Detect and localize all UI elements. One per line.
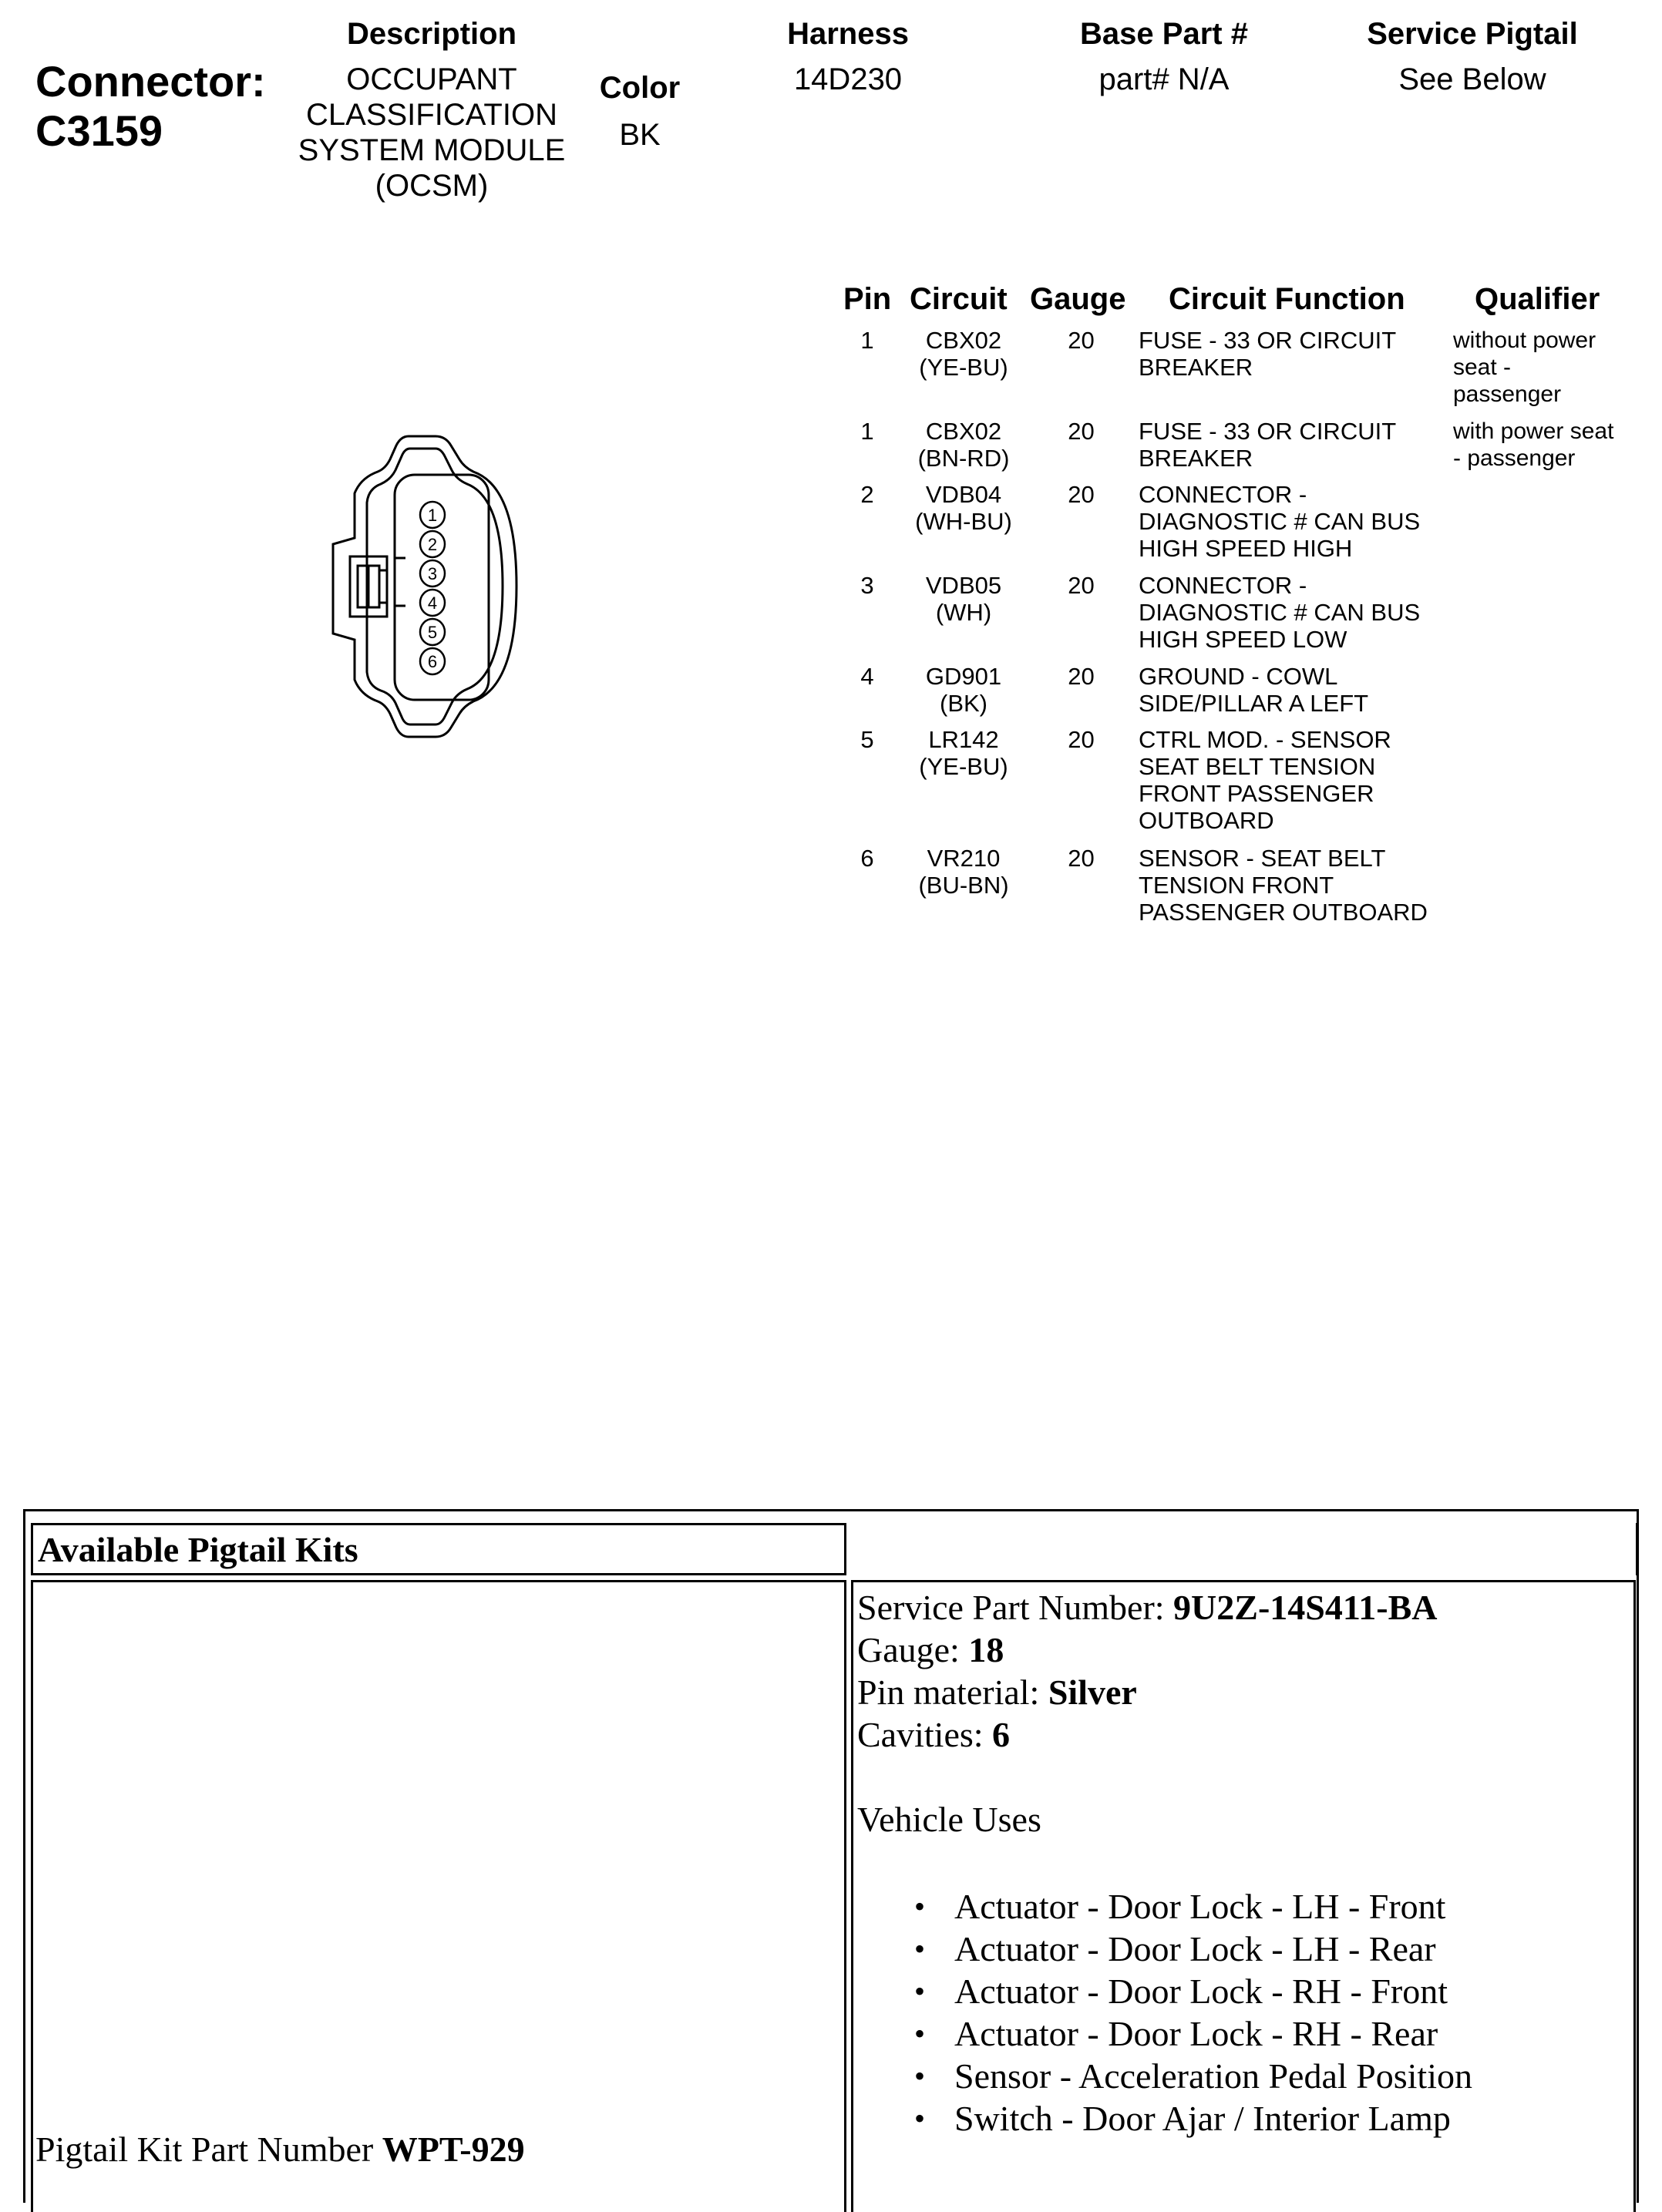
function-line: TENSION FRONT <box>1139 872 1334 899</box>
function-cell <box>1139 845 1462 926</box>
qualifier-line: - passenger <box>1453 445 1576 471</box>
list-item: • Switch - Door Ajar / Interior Lamp <box>954 2097 1472 2140</box>
function-line: GROUND - COWL <box>1139 663 1338 690</box>
pin-number-label: 2 <box>427 535 438 554</box>
function-line: HIGH SPEED HIGH <box>1139 535 1353 562</box>
column-header-gauge: Gauge <box>1030 282 1126 316</box>
connector-id: C3159 <box>35 106 163 155</box>
qualifier-line: without power <box>1453 328 1596 353</box>
pin-cell: 1 <box>860 418 874 445</box>
qualifier-cell <box>1453 418 1654 472</box>
function-line: DIAGNOSTIC # CAN BUS <box>1139 599 1421 626</box>
gauge-cell: 20 <box>1068 418 1095 445</box>
pin-cell: 5 <box>860 726 874 753</box>
function-line: OUTBOARD <box>1139 807 1274 834</box>
service-part-label: Service Part Number: <box>857 1588 1165 1627</box>
vehicle-uses-list <box>908 1885 1472 2140</box>
function-line: FUSE - 33 OR CIRCUIT <box>1139 418 1397 445</box>
list-item: • Actuator - Door Lock - RH - Rear <box>954 2012 1472 2055</box>
service-pigtail-heading: Service Pigtail <box>1367 17 1578 51</box>
qualifier-line: passenger <box>1453 382 1562 407</box>
function-cell <box>1139 663 1462 717</box>
circuit-cell <box>890 418 1037 472</box>
circuit-color: (BN-RD) <box>917 445 1010 472</box>
description-value <box>262 62 601 203</box>
qualifier-line: with power seat <box>1453 419 1614 444</box>
vehicle-uses-heading: Vehicle Uses <box>857 1800 1041 1839</box>
circuit-code: CBX02 <box>925 327 1002 354</box>
circuit-color: (WH-BU) <box>915 508 1012 535</box>
function-line: CONNECTOR - <box>1139 572 1307 599</box>
circuit-cell <box>890 845 1037 899</box>
gauge-cell: 20 <box>1068 845 1095 872</box>
circuit-code: LR142 <box>928 726 999 753</box>
function-line: DIAGNOSTIC # CAN BUS <box>1139 508 1421 535</box>
color-value: BK <box>619 118 661 152</box>
description-line: CLASSIFICATION <box>306 98 557 132</box>
list-item: • Sensor - Acceleration Pedal Position <box>954 2055 1472 2097</box>
function-line: SEAT BELT TENSION <box>1139 753 1376 780</box>
circuit-cell <box>890 663 1037 717</box>
gauge-value: 18 <box>968 1630 1004 1669</box>
pin-material-value: Silver <box>1048 1672 1137 1712</box>
pin-cell: 2 <box>860 481 874 508</box>
circuit-cell <box>890 327 1037 381</box>
circuit-code: VDB04 <box>925 481 1002 508</box>
connector-label: Connector: <box>35 57 266 106</box>
color-heading: Color <box>599 71 681 105</box>
harness-heading: Harness <box>787 17 909 51</box>
function-cell <box>1139 572 1462 653</box>
gauge-cell: 20 <box>1068 726 1095 753</box>
cavities-label: Cavities: <box>857 1715 984 1754</box>
list-item: • Actuator - Door Lock - RH - Front <box>954 1970 1472 2012</box>
circuit-color: (BU-BN) <box>918 872 1009 899</box>
base-part-heading: Base Part # <box>1080 17 1248 51</box>
service-pigtail-value: See Below <box>1398 62 1546 96</box>
qualifier-cell <box>1453 327 1654 408</box>
pin-number-label: 6 <box>427 652 438 671</box>
description-line: (OCSM) <box>375 169 489 203</box>
pin-number-label: 3 <box>427 564 438 583</box>
function-line: CONNECTOR - <box>1139 481 1307 508</box>
gauge-cell: 20 <box>1068 663 1095 690</box>
pin-cell: 1 <box>860 327 874 354</box>
base-part-value: part# N/A <box>1098 62 1230 96</box>
connector-face-diagram <box>324 432 540 755</box>
function-cell <box>1139 726 1462 834</box>
circuit-color: (BK) <box>940 690 987 717</box>
gauge-cell: 20 <box>1068 572 1095 599</box>
function-line: PASSENGER OUTBOARD <box>1139 899 1428 926</box>
column-header-circuit-function: Circuit Function <box>1169 282 1405 316</box>
pin-material <box>857 1671 1137 1713</box>
column-header-circuit: Circuit <box>910 282 1008 316</box>
pigtail-kit-part-number <box>35 2129 525 2170</box>
description-line: SYSTEM MODULE <box>298 133 566 167</box>
pin-number-label: 1 <box>427 506 438 525</box>
pin-number-label: 4 <box>427 593 438 613</box>
kit-part-label: Pigtail Kit Part Number <box>35 2130 374 2169</box>
pin-cell: 6 <box>860 845 874 872</box>
function-line: SIDE/PILLAR A LEFT <box>1139 690 1369 717</box>
function-line: HIGH SPEED LOW <box>1139 626 1347 653</box>
circuit-code: VDB05 <box>925 572 1002 599</box>
column-header-qualifier: Qualifier <box>1475 282 1600 316</box>
pin-cell: 4 <box>860 663 874 690</box>
function-line: BREAKER <box>1139 354 1253 381</box>
function-line: FUSE - 33 OR CIRCUIT <box>1139 327 1397 354</box>
function-cell <box>1139 418 1462 472</box>
pin-cell: 3 <box>860 572 874 599</box>
column-header-pin: Pin <box>843 282 892 316</box>
description-heading: Description <box>346 17 517 51</box>
circuit-color: (WH) <box>935 599 992 626</box>
pigtail-kits-heading: Available Pigtail Kits <box>31 1523 846 1575</box>
function-line: CTRL MOD. - SENSOR <box>1139 726 1391 753</box>
harness-value: 14D230 <box>793 62 903 96</box>
pigtail-heading-spacer <box>851 1523 1638 1575</box>
connector-title <box>35 57 266 156</box>
function-line: BREAKER <box>1139 445 1253 472</box>
circuit-cell <box>890 481 1037 535</box>
cavities <box>857 1713 1010 1756</box>
gauge-cell: 20 <box>1068 327 1095 354</box>
service-part-value: 9U2Z-14S411-BA <box>1173 1588 1438 1627</box>
function-line: SENSOR - SEAT BELT <box>1139 845 1386 872</box>
function-cell <box>1139 481 1462 562</box>
circuit-color: (YE-BU) <box>919 753 1008 780</box>
pigtail-gauge <box>857 1629 1004 1671</box>
pin-material-label: Pin material: <box>857 1672 1040 1712</box>
gauge-label: Gauge: <box>857 1630 960 1669</box>
circuit-cell <box>890 726 1037 780</box>
cavities-value: 6 <box>992 1715 1011 1754</box>
circuit-code: GD901 <box>925 663 1002 690</box>
qualifier-line: seat - <box>1453 355 1512 380</box>
description-line: OCCUPANT <box>346 62 517 96</box>
service-part-number <box>857 1586 1438 1629</box>
function-line: FRONT PASSENGER <box>1139 780 1374 807</box>
list-item: • Actuator - Door Lock - LH - Front <box>954 1885 1472 1928</box>
function-cell <box>1139 327 1462 381</box>
circuit-code: VR210 <box>927 845 1001 872</box>
list-item: • Actuator - Door Lock - LH - Rear <box>954 1928 1472 1970</box>
pin-number-label: 5 <box>427 623 438 642</box>
pigtail-kit-cell <box>31 1580 846 2212</box>
gauge-cell: 20 <box>1068 481 1095 508</box>
circuit-code: CBX02 <box>925 418 1002 445</box>
kit-part-value: WPT-929 <box>382 2130 525 2169</box>
circuit-color: (YE-BU) <box>919 354 1008 381</box>
circuit-cell <box>890 572 1037 626</box>
